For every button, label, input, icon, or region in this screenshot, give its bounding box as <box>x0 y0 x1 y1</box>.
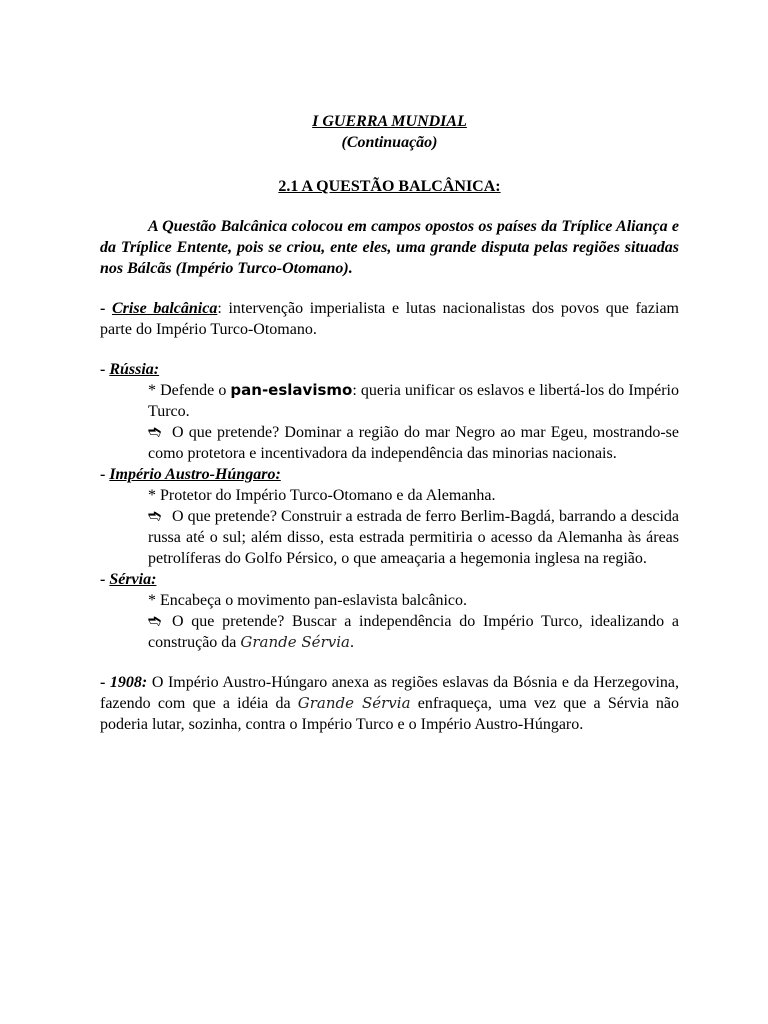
crise-paragraph <box>100 298 679 340</box>
document-subtitle: (Continuação) <box>341 134 438 151</box>
intro-paragraph: A Questão Balcânica colocou em campos opostos os países da Tríplice Aliança e da Tríplice Entente, pois se criou, ente eles, uma grande disputa pelas regiões situadas nos Bálcãs (Império Turco-Otomano). <box>100 218 679 277</box>
document-content <box>100 111 679 735</box>
austria-protetor: * Protetor do Império Turco-Otomano e da Alemanha. <box>148 487 496 504</box>
servia-pretende <box>148 611 679 653</box>
russia-defende-post: : queria unificar os eslavos e libertá-los do Império Turco. <box>148 382 680 420</box>
text-1908-post: enfraqueça, uma vez que a Sérvia não poderia lutar, sozinha, contra o Império Turco e o Império Austro-Húngaro. <box>100 695 680 733</box>
servia-pretende-post: . <box>349 634 354 651</box>
crise-dash: - <box>100 300 112 317</box>
servia-pretende-term: Grande Sérvia <box>240 633 350 651</box>
russia-defende-term: pan-eslavismo <box>230 381 353 399</box>
servia-label: Sérvia: <box>109 571 157 588</box>
document-title: I GUERRA MUNDIAL <box>312 113 467 130</box>
crise-text: : intervenção imperialista e lutas nacionalistas dos povos que faziam parte do Império Turco-Otomano. <box>100 300 680 338</box>
paragraph-1908 <box>100 672 679 735</box>
year-1908: 1908: <box>109 674 148 691</box>
russia-defende-pre: * Defende o <box>148 382 231 399</box>
servia-encabeca: * Encabeça o movimento pan-eslavista balcânico. <box>148 592 467 609</box>
text-1908-pre: O Império Austro-Húngaro anexa as regiões eslavas da Bósnia e da Herzegovina, fazendo com que a idéia da <box>100 674 679 712</box>
dash-1908: - <box>100 674 110 691</box>
russia-pretende-text: O que pretende? Dominar a região do mar Negro ao mar Egeu, mostrando-se como protetora e incentivadora da independência das minorias nacionais. <box>148 424 679 462</box>
servia-pretende-pre: O que pretende? Buscar a independência do Império Turco, idealizando a construção da <box>148 613 679 651</box>
servia-heading: - Sérvia: <box>100 571 157 588</box>
term-1908: Grande Sérvia <box>297 694 411 712</box>
arrow-icon: ➬ <box>148 613 162 630</box>
arrow-icon: ➬ <box>148 424 162 441</box>
russia-label: Rússia: <box>109 361 160 378</box>
russia-heading: - Rússia: <box>100 361 160 378</box>
servia-block <box>100 569 679 653</box>
austria-label: Império Austro-Húngaro: <box>109 466 281 483</box>
austria-pretende <box>148 506 679 569</box>
austria-pretende-text: O que pretende? Construir a estrada de ferro Berlim-Bagdá, barrando a descida russa até o sul; além disso, esta estrada permitiria o acesso da Alemanha às áreas petrolíferas do Golfo Pérsico, o que ameaçaria a hegemonia inglesa na região. <box>148 508 679 567</box>
russia-defende <box>148 380 679 422</box>
arrow-icon: ➬ <box>148 508 162 525</box>
austria-block <box>100 464 679 569</box>
russia-block <box>100 359 679 464</box>
crise-label: Crise balcânica <box>112 300 218 317</box>
section-heading: 2.1 A QUESTÃO BALCÂNICA: <box>278 178 501 195</box>
russia-pretende <box>148 422 679 464</box>
austria-heading: - Império Austro-Húngaro: <box>100 466 281 483</box>
